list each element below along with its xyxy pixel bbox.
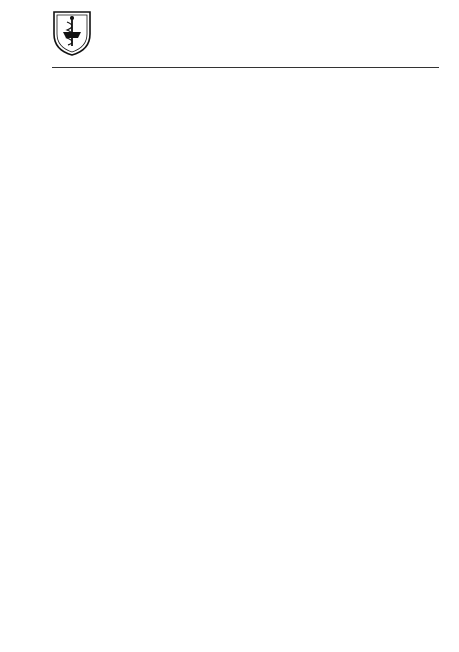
contact-line xyxy=(98,55,134,62)
pharmacy-council-logo xyxy=(52,8,92,56)
header-divider xyxy=(52,67,439,68)
